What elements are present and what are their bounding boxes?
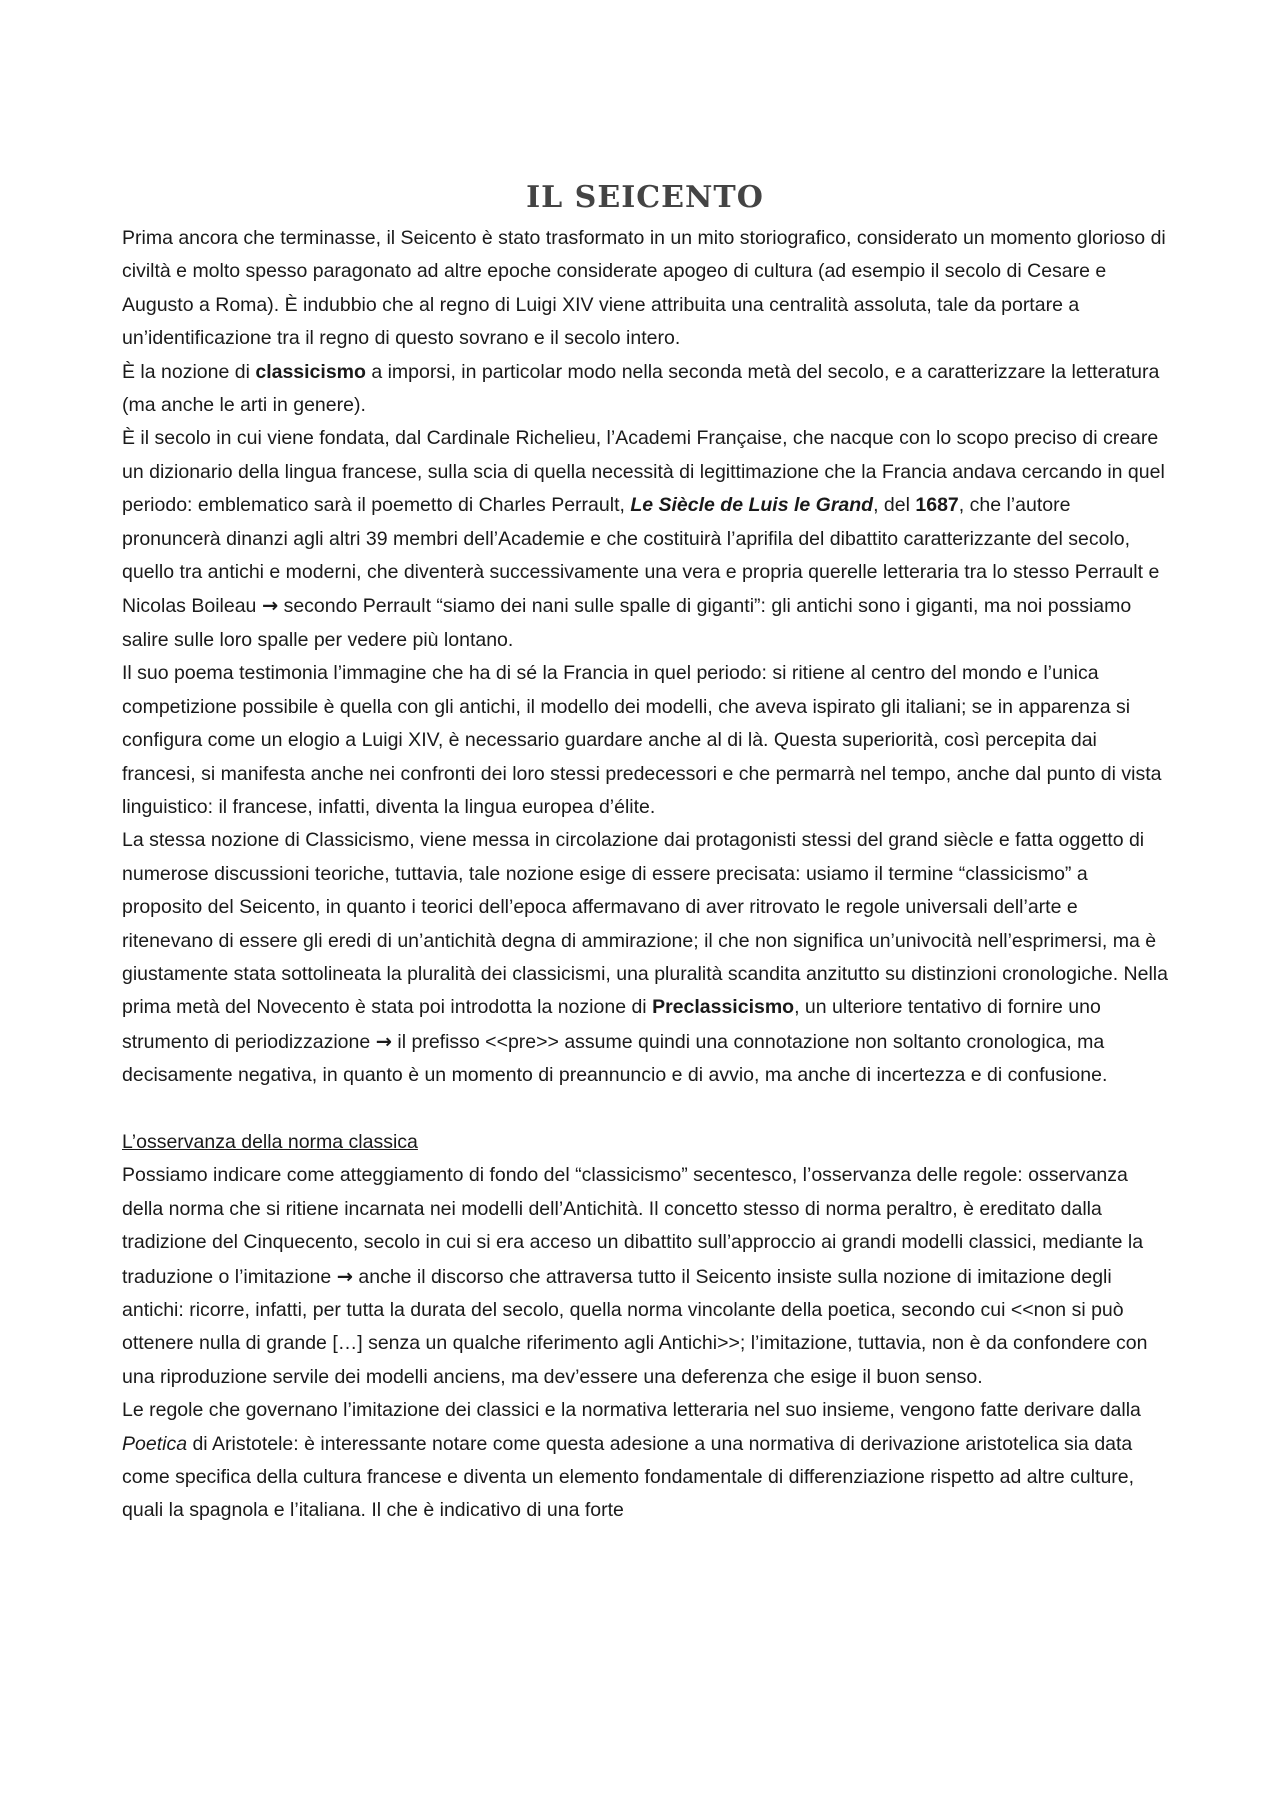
arrow-right-icon: → [261, 594, 279, 618]
document-title: IL SEICENTO [526, 180, 764, 215]
work-title-le-siecle: Le Siècle de Luis le Grand [630, 494, 874, 517]
arrow-right-icon: → [375, 1029, 392, 1053]
paragraph-regole: Le regole che governano l’imitazione dei classici e la normativa letteraria nel suo insieme, vengono fatte derivare dalla Poetica di Aristotele: è interessante notare come questa adesione a una normativa di derivazione aristotelica sia data come specifica della cultura francese e diventa un elemento fondamentale di differenziazione rispetto ad altre culture, quali la spagnola e l’italiana. Il che è indicativo di una forte [122, 1399, 1141, 1522]
paragraph-poema: Il suo poema testimonia l’immagine che ha di sé la Francia in quel periodo: si ritiene al centro del mondo e l’unica competizione possibile è quella con gli antichi, il modello dei modelli, che aveva ispirato gli italiani; se in apparenza si configura come un elogio a Luigi XIV, è necessario guardare anche al di là. Questa superiorità, così percepita dai francesi, si manifesta anche nei confronti dei loro stessi predecessori e che permarrà nel tempo, anche dal punto di vista linguistico: il francese, infatti, diventa la lingua europea d’élite. [122, 662, 1162, 818]
year-1687: 1687 [915, 494, 959, 517]
term-classicismo: classicismo [255, 360, 366, 383]
paragraph-intro: Prima ancora che terminasse, il Seicento è stato trasformato in un mito storiografico, considerato un momento glorioso di civiltà e molto spesso paragonato ad altre epoche considerate apogeo di cultura (ad esempio il secolo di Cesare e Augusto a Roma). È indubbio che al regno di Luigi XIV viene attribuita una centralità assoluta, tale da portare a un’identificazione tra il regno di questo sovrano e il secolo intero. [122, 227, 1166, 350]
paragraph-classicismo: È la nozione di classicismo a imporsi, in particolar modo nella seconda metà del secolo, e a caratterizzare la letteratura (ma anche le arti in genere). [122, 360, 1160, 417]
paragraph-academie: È il secolo in cui viene fondata, dal Cardinale Richelieu, l’Academi Française, che nacque con lo scopo preciso di creare un dizionario della lingua francese, sulla scia di quella necessità di legittimazione che la Francia andava cercando in quel periodo: emblematico sarà il poemetto di Charles Perrault, Le Siècle de Luis le Grand, del 1687, che l’autore pronuncerà dinanzi agli altri 39 membri dell’Academie e che costituirà l’aprifila del dibattito caratterizzante del secolo, quello tra antichi e moderni, che diventerà successivamente una vera e propria querelle letteraria tra lo stesso Perrault e Nicolas Boileau → secondo Perrault “siamo dei nani sulle spalle di giganti”: gli antichi sono i giganti, ma noi possiamo salire sulle loro spalle per vedere più lontano. [122, 427, 1165, 651]
document-page [122, 178, 1168, 1528]
paragraph-nozione-classicismo: La stessa nozione di Classicismo, viene messa in circolazione dai protagonisti stessi del grand siècle e fatta oggetto di numerose discussioni teoriche, tuttavia, tale nozione esige di essere precisata: usiamo il termine “classicismo” a proposito del Seicento, in quanto i teorici dell’epoca affermavano di aver ritrovato le regole universali dell’arte e ritenevano di essere gli eredi di un’antichità degna di ammirazione; il che non significa un’univocità nell’esprimersi, ma è giustamente stata sottolineata la pluralità dei classicismi, una pluralità scandita anzitutto su distinzioni cronologiche. Nella prima metà del Novecento è stata poi introdotta la nozione di Preclassicismo, un ulteriore tentativo di fornire uno strumento di periodizzazione → il prefisso <<pre>> assume quindi una connotazione non soltanto cronologica, ma decisamente negativa, in quanto è un momento di preannuncio e di avvio, ma anche di incertezza e di confusione. [122, 829, 1168, 1087]
arrow-right-icon: → [336, 1264, 353, 1288]
work-title-poetica: Poetica [122, 1432, 188, 1455]
paragraph-osservanza: Possiamo indicare come atteggiamento di fondo del “classicismo” secentesco, l’osservanza delle regole: osservanza della norma che si ritiene incarnata nei modelli dell’Antichità. Il concetto stesso di norma peraltro, è ereditato dalla tradizione del Cinquecento, secolo in cui si era acceso un dibattito sull’approccio ai grandi modelli classici, mediante la traduzione o l’imitazione → anche il discorso che attraversa tutto il Seicento insiste sulla nozione di imitazione degli antichi: ricorre, infatti, per tutta la durata del secolo, quella norma vincolante della poetica, secondo cui <<non si può ottenere nulla di grande […] senza un qualche riferimento agli Antichi>>; l’imitazione, tuttavia, non è da confondere con una riproduzione servile dei modelli anciens, ma dev’essere una deferenza che esige il buon senso. [122, 1164, 1148, 1388]
term-preclassicismo: Preclassicismo [652, 996, 795, 1019]
section-heading: L’osservanza della norma classica [122, 1130, 418, 1153]
paragraph-spacer [122, 1093, 1168, 1126]
